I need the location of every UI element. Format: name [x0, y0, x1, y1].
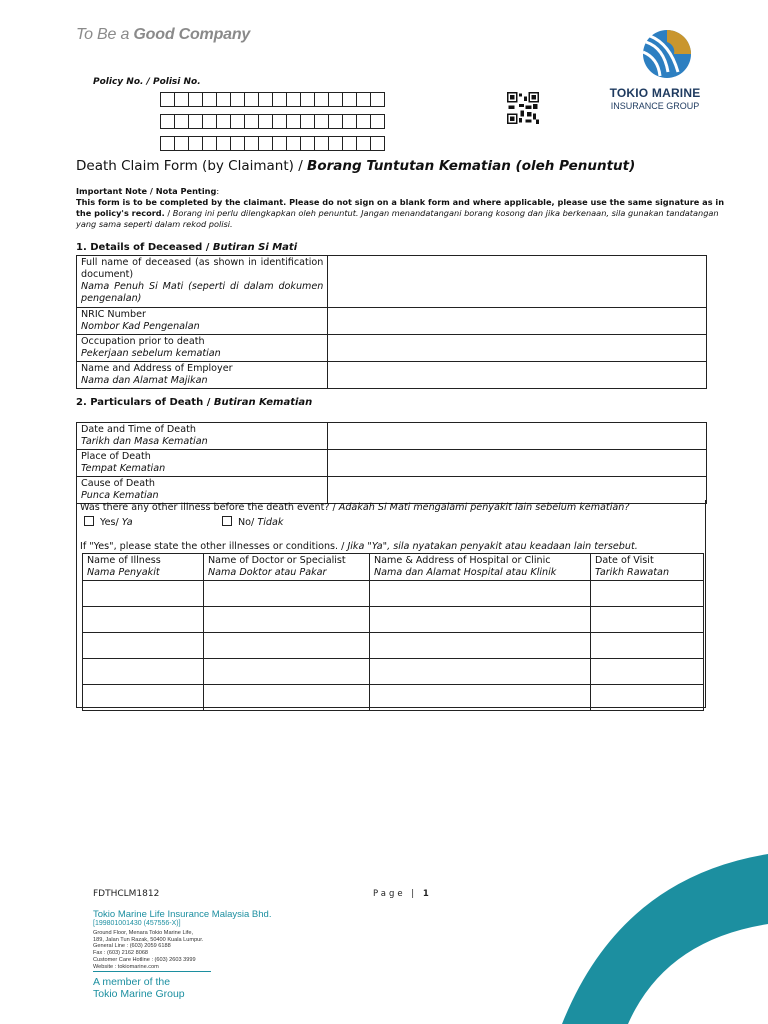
death-particulars-table: Date and Time of Death Tarikh dan Masa Kematian Place of Death Tempat Kematian Cause of Death Punca Kematian — [76, 422, 707, 504]
if-yes-instruction: If "Yes", please state the other illnesses or conditions. / Jika "Ya", sila nyatakan penyakit atau keadaan lain tersebut. — [80, 541, 638, 552]
checkbox-icon — [222, 516, 232, 526]
form-code: FDTHCLM1812 — [93, 889, 160, 899]
policy-number-boxes-row-1[interactable] — [160, 92, 384, 107]
other-illness-question: Was there any other illness before the death event? / Adakah Si Mati mengalami penyakit lain sebelum kematian? — [80, 502, 630, 513]
table-row[interactable] — [83, 633, 704, 659]
footer-divider — [93, 971, 211, 972]
important-note: Important Note / Nota Penting: This form is to be completed by the claimant. Please do not sign on a blank form and where applicable, please use the same signature as in the policy's record. / Borang ini perlu dilengkapkan oleh penuntut. Jangan menandatangani borang kosong dan jika berkenaan, sila gunakan tandatangan yang sama seperti dalam rekod polisi. — [76, 186, 725, 229]
illness-table — [82, 553, 704, 711]
member-statement: A member of the Tokio Marine Group — [93, 976, 185, 1000]
full-name-field[interactable] — [328, 256, 707, 308]
illness-header-doctor: Name of Doctor or Specialist Nama Doktor atau Pakar — [204, 554, 370, 581]
page-indicator: Page | 1 — [373, 889, 429, 899]
tokio-marine-globe-icon — [612, 28, 722, 84]
qr-code-icon — [507, 92, 539, 124]
logo-subtitle: INSURANCE GROUP — [610, 101, 700, 111]
table-row[interactable] — [83, 685, 704, 711]
occupation-field[interactable] — [328, 335, 707, 362]
form-title: Death Claim Form (by Claimant) / Borang Tuntutan Kematian (oleh Penuntut) — [76, 158, 636, 174]
employer-field[interactable] — [328, 362, 707, 389]
company-name: Tokio Marine Life Insurance Malaysia Bhd. — [93, 909, 272, 920]
section-1-title: 1. Details of Deceased / Butiran Si Mati — [76, 242, 298, 253]
date-time-of-death-field[interactable] — [328, 423, 707, 450]
policy-number-boxes-row-2[interactable] — [160, 114, 384, 129]
policy-number-boxes-row-3[interactable] — [160, 136, 384, 151]
no-checkbox[interactable]: No/ Tidak — [222, 516, 283, 528]
company-address: Ground Floor, Menara Tokio Marine Life, 189, Jalan Tun Razak, 50400 Kuala Lumpur. General Line : (603) 2059 6188 Fax : (603) 2162 8068 Customer Care Hotline : (603) 2603 3999 Website : tokiomarine.com — [93, 930, 204, 970]
place-of-death-field[interactable] — [328, 450, 707, 477]
decorative-arc-graphic — [470, 800, 768, 1024]
table-row[interactable] — [83, 659, 704, 685]
table-row[interactable] — [83, 607, 704, 633]
checkbox-icon — [84, 516, 94, 526]
table-row[interactable] — [83, 581, 704, 607]
company-registration: [199801001430 (457556-X)] — [93, 920, 181, 927]
policy-number-label: Policy No. / Polisi No. — [93, 77, 201, 87]
tagline: To Be a Good Company — [76, 26, 251, 43]
nric-field[interactable] — [328, 308, 707, 335]
deceased-details-table: Full name of deceased (as shown in identification document) Nama Penuh Si Mati (seperti di dalam dokumen pengenalan) NRIC Number Nombor Kad Pengenalan Occupation prior to death Pekerjaan sebelum kematian Name and Address of Employer Nama dan Alamat Majikan — [76, 255, 707, 389]
section-2-title: 2. Particulars of Death / Butiran Kematian — [76, 397, 313, 408]
illness-header-name: Name of Illness Nama Penyakit — [83, 554, 204, 581]
illness-header-hospital: Name & Address of Hospital or Clinic Nama dan Alamat Hospital atau Klinik — [370, 554, 591, 581]
yes-checkbox[interactable]: Yes/ Ya — [84, 516, 133, 528]
illness-header-date: Date of Visit Tarikh Rawatan — [591, 554, 704, 581]
logo-name: TOKIO MARINE — [609, 86, 701, 100]
